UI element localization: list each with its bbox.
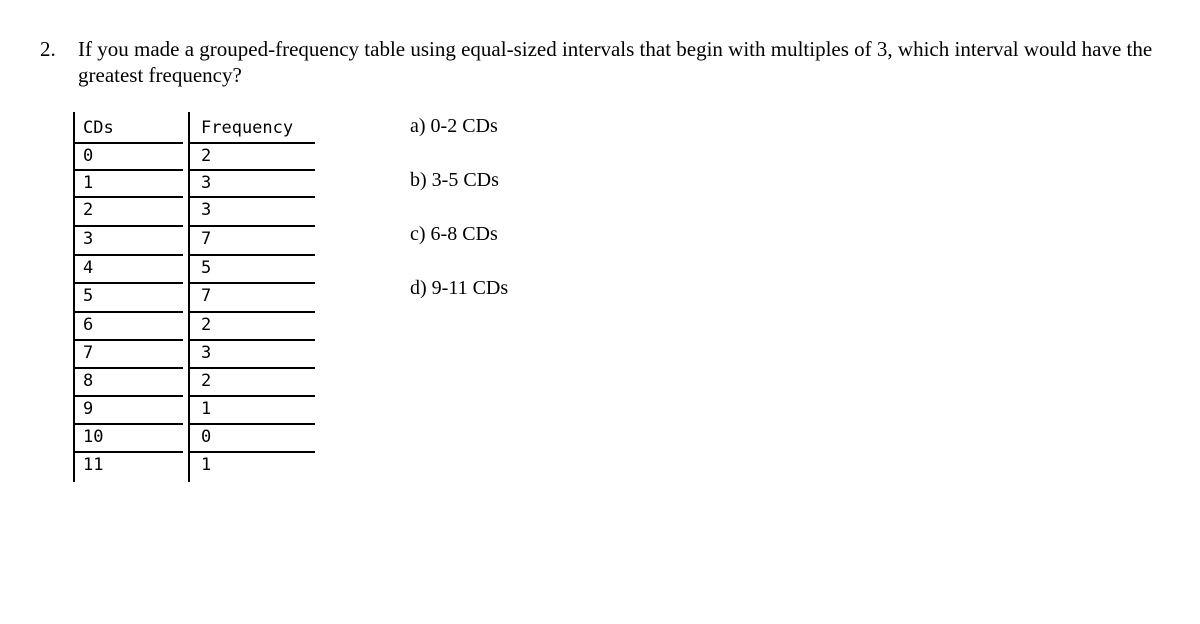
table-cell-frequency: 1 (201, 455, 212, 475)
table-middle-border (188, 112, 190, 482)
choice-c: c) 6-8 CDs (410, 223, 498, 245)
table-cell-frequency: 3 (201, 343, 212, 363)
table-cell-cds: 7 (83, 343, 94, 363)
table-cell-cds: 8 (83, 371, 94, 391)
table-cell-frequency: 2 (201, 315, 212, 335)
table-cell-frequency: 7 (201, 229, 212, 249)
table-cell-cds: 5 (83, 286, 94, 306)
table-cell-cds: 4 (83, 258, 94, 278)
table-cell-frequency: 1 (201, 399, 212, 419)
header-frequency: Frequency (201, 118, 294, 138)
table-cell-cds: 11 (83, 455, 104, 475)
table-cell-cds: 10 (83, 427, 104, 447)
question-text: If you made a grouped-frequency table using equal-sized intervals that begin with multiples of 3, which interval would have the greatest frequency? (78, 37, 1153, 87)
table-cell-cds: 1 (83, 173, 94, 193)
frequency-table (73, 112, 315, 482)
table-cell-frequency: 3 (201, 200, 212, 220)
question (40, 36, 1170, 88)
choice-b: b) 3-5 CDs (410, 169, 499, 191)
table-cell-cds: 9 (83, 399, 94, 419)
table-cell-frequency: 5 (201, 258, 212, 278)
table-cell-cds: 0 (83, 146, 94, 166)
table-cell-cds: 6 (83, 315, 94, 335)
header-cds: CDs (83, 118, 114, 138)
question-number: 2. (40, 37, 56, 61)
table-cell-cds: 2 (83, 200, 94, 220)
table-cell-frequency: 7 (201, 286, 212, 306)
choice-d: d) 9-11 CDs (410, 277, 509, 299)
table-left-border (73, 112, 75, 482)
table-cell-frequency: 2 (201, 146, 212, 166)
table-cell-frequency: 0 (201, 427, 212, 447)
table-cell-frequency: 3 (201, 173, 212, 193)
table-cell-frequency: 2 (201, 371, 212, 391)
table-cell-cds: 3 (83, 229, 94, 249)
choice-a: a) 0-2 CDs (410, 115, 498, 137)
